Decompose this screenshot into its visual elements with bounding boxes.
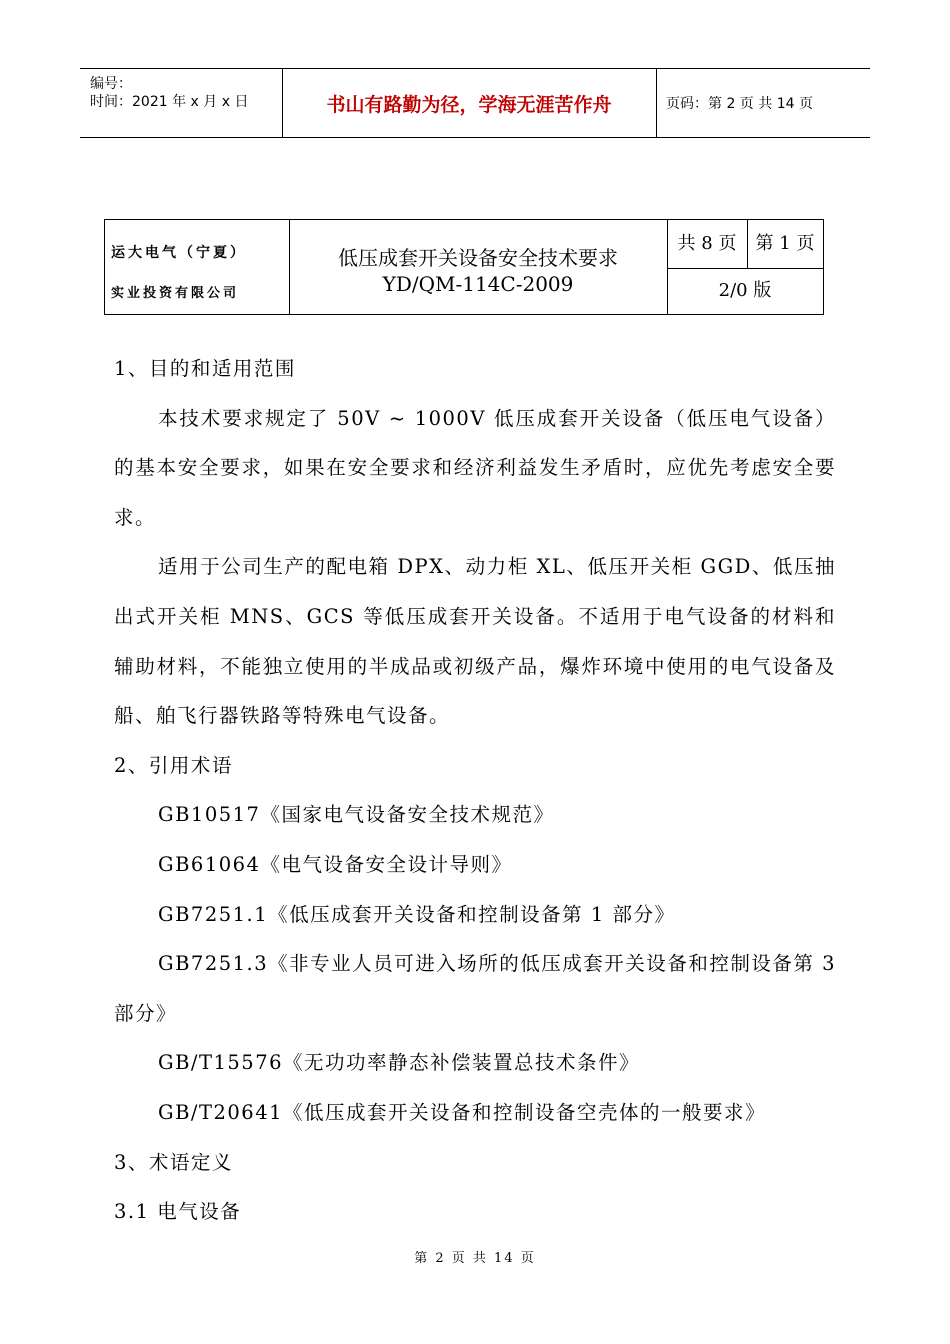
reference-item: GB/T20641《低压成套开关设备和控制设备空壳体的一般要求》: [158, 1100, 767, 1124]
document-title: 低压成套开关设备安全技术要求: [338, 246, 618, 270]
section-1-heading: 1、目的和适用范围: [114, 357, 296, 380]
section-1-paragraph-1: 本技术要求规定了 50V ~ 1000V 低压成套开关设备（低压电气设备）的基本安全要求，如果在安全要求和经济利益发生矛盾时，应优先考虑安全要求。: [114, 406, 836, 529]
reference-item: GB/T15576《无功功率静态补偿装置总技术条件》: [158, 1051, 641, 1075]
document-code: YD/QM-114C-2009: [382, 272, 574, 296]
version-cell: 2/0 版: [718, 280, 772, 301]
title-cell: [289, 220, 668, 314]
page-header: [80, 68, 870, 138]
company-cell: [105, 220, 290, 314]
page-footer: 第 2 页 共 14 页: [414, 1251, 536, 1266]
reference-item: GB7251.1《低压成套开关设备和控制设备第 1 部分》: [158, 902, 676, 926]
header-meta: [80, 69, 283, 137]
section-1-paragraph-2: 适用于公司生产的配电箱 DPX、动力柜 XL、低压开关柜 GGD、低压抽出式开关柜 MNS、GCS 等低压成套开关设备。不适用于电气设备的材料和辅助材料，不能独立使用的半成品或初级产品，爆炸环境中使用的电气设备及船、舶飞行器铁路等特殊电气设备。: [114, 555, 836, 728]
total-pages-cell: 共 8 页: [667, 220, 748, 269]
header-motto: 书山有路勤为径，学海无涯苦作舟: [282, 69, 657, 137]
section-3-1-heading: 3.1 电气设备: [114, 1200, 242, 1224]
current-page-cell: 第 1 页: [747, 220, 823, 269]
reference-item: GB61064《电气设备安全设计导则》: [158, 852, 513, 876]
reference-item: GB7251.3《非专业人员可进入场所的低压成套开关设备和控制设备第 3 部分》: [114, 952, 836, 1025]
document-body: [114, 344, 836, 1237]
code-label: 编号：: [90, 76, 132, 92]
time-label: 时间：2021 年 x 月 x 日: [90, 94, 249, 110]
section-3-heading: 3、术语定义: [114, 1150, 233, 1174]
header-page-info: 页码：第 2 页 共 14 页: [666, 96, 813, 112]
company-name-line2: 实业投资有限公司: [111, 286, 240, 301]
document-title-table: [104, 219, 824, 315]
reference-item: GB10517《国家电气设备安全技术规范》: [158, 803, 555, 827]
company-name-line1: 运大电气（宁夏）: [111, 245, 247, 261]
section-2-heading: 2、引用术语: [114, 753, 233, 777]
